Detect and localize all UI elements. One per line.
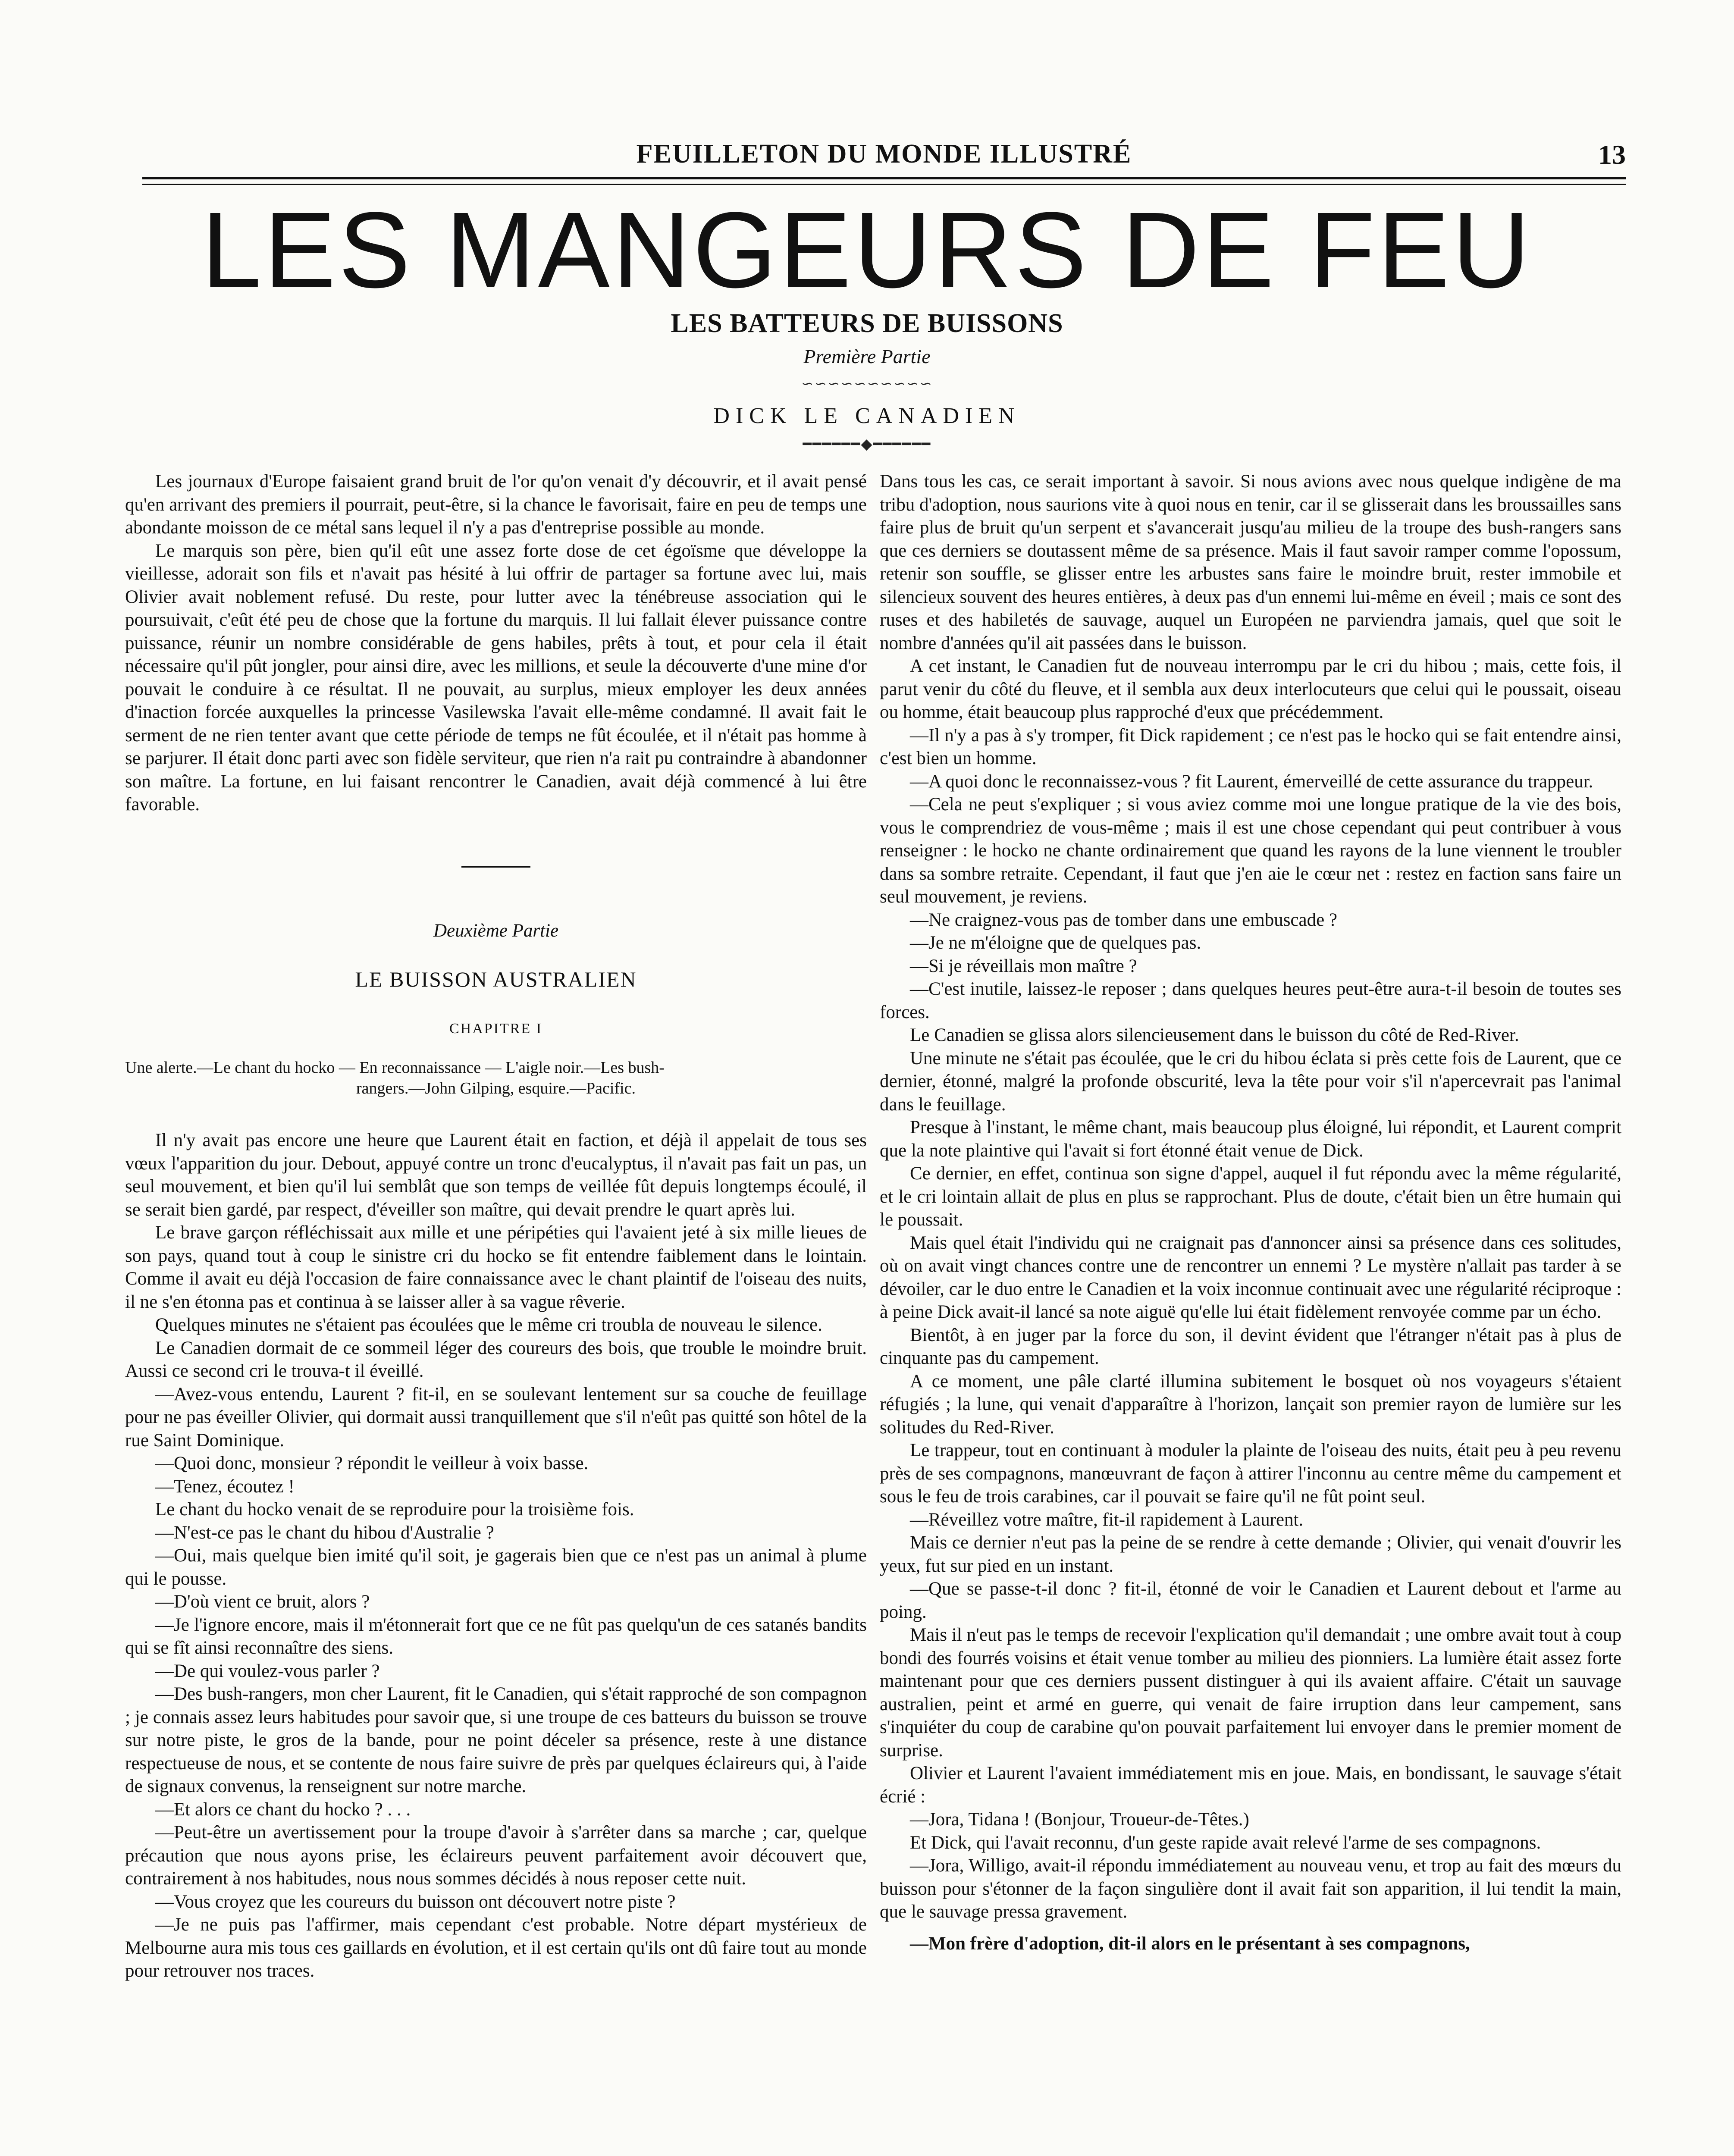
intro-text (125, 470, 867, 816)
summary-line-2: rangers.—John Gilping, esquire.—Pacific. (356, 1079, 636, 1097)
paragraph: Le Canadien dormait de ce sommeil léger des coureurs des bois, que trouble le moindre bruit. Aussi ce second cri le trouva-t il éveillé. (125, 1338, 867, 1381)
paragraph: —De qui voulez-vous parler ? (155, 1661, 380, 1681)
paragraph: A ce moment, une pâle clarté illumina subitement le bosquet où nos voyageurs s'étaient réfugiés ; la lune, qui venait d'apparaître à l'horizon, lançait son premier rayon de lumière sur les solitudes du Red-River. (880, 1371, 1621, 1438)
paragraph: Le trappeur, tout en continuant à moduler la plainte de l'oiseau des nuits, était peu à peu revenu près de ses compagnons, manœuvrant de façon à attirer l'inconnu au centre même du campement et sous le feu de trois carabines, car il pouvait se faire qu'il ne fût point seul. (880, 1440, 1621, 1507)
feuilleton-title: LES MANGEURS DE FEU (201, 190, 1533, 310)
paragraph: —Réveillez votre maître, fit-il rapidement à Laurent. (910, 1509, 1304, 1530)
paragraph: —D'où vient ce bruit, alors ? (155, 1592, 370, 1612)
paragraph: Bientôt, à en juger par la force du son, il devint évident que l'étranger n'était pas à plus de cinquante pas du campement. (880, 1325, 1621, 1368)
chapter-summary (125, 1057, 867, 1099)
paragraph: —Il n'y a pas à s'y tromper, fit Dick rapidement ; ce n'est pas le hocko qui se fait entendre ainsi, c'est bien un homme. (880, 725, 1621, 768)
page-header (142, 139, 1626, 169)
summary-line-1: Une alerte.—Le chant du hocko — En reconnaissance — L'aigle noir.—Les bush- (125, 1059, 665, 1077)
feuilleton-subtitle: LES BATTEURS DE BUISSONS (671, 309, 1063, 338)
chapter-text (125, 1129, 867, 1983)
paragraph: Le Canadien se glissa alors silencieusement dans le buisson du côté de Red-River. (910, 1025, 1519, 1045)
section-title: DICK LE CANADIEN (713, 404, 1021, 428)
paragraph: —Tenez, écoutez ! (155, 1476, 295, 1497)
continued-text (880, 470, 1621, 1924)
part-two-title: LE BUISSON AUSTRALIEN (355, 967, 637, 991)
paragraph: Dans tous les cas, ce serait important à savoir. Si nous avions avec nous quelque indigène de ma tribu d'adoption, nous saurions vite à quoi nous en tenir, car il se glisserait dans les broussailles sans faire plus de bruit qu'un serpent et s'avancerait jusqu'au milieu de la troupe des bush-rangers sans que ces derniers se doutassent même de sa présence. Mais il faut savoir ramper comme l'opossum, retenir son souffle, se glisser entre les arbustes sans faire le moindre bruit, rester immobile et silencieux souvent des heures entières, à deux pas d'un ennemi lui-même en éveil ; mais ce sont des ruses et des habiletés de sauvage, auquel un Européen ne parviendra jamais, quel que soit le nombre d'années qu'il ait passées dans le buisson. (880, 471, 1621, 653)
paragraph: —Des bush-rangers, mon cher Laurent, fit le Canadien, qui s'était rapproché de son compagnon ; je connais assez leurs habitudes pour savoir que, si une troupe de ces batteurs du buisson se trouve sur notre piste, le gros de la bande, pour ne point déceler sa présence, reste à une distance respectueuse de nous, et se contente de nous faire suivre de près par quelques éclaireurs qui, à l'aide de signaux convenus, la renseignent sur notre marche. (125, 1684, 867, 1796)
paragraph: A cet instant, le Canadien fut de nouveau interrompu par le cri du hibou ; mais, cette fois, il parut venir du côté du fleuve, et il sembla aux deux interlocuteurs que celui qui le poussait, oiseau ou homme, était beaucoup plus rapproché d'eux que précédemment. (880, 656, 1621, 722)
paragraph: —Quoi donc, monsieur ? répondit le veilleur à voix basse. (155, 1453, 589, 1473)
paragraph: Mais quel était l'individu qui ne craignait pas d'annoncer ainsi sa présence dans ces solitudes, où on avait vingt chances contre une de rencontrer un ennemi ? Le mystère n'allait pas tarder à se dévoiler, car le duo entre le Canadien et la voix inconnue continuait avec une régularité réciproque : à peine Dick avait-il lancé sa note aiguë qu'elle lui était fidèlement renvoyée comme par un écho. (880, 1232, 1621, 1322)
paragraph: Il n'y avait pas encore une heure que Laurent était en faction, et déjà il appelait de tous ses vœux l'apparition du jour. Debout, appuyé contre un tronc d'eucalyptus, il n'avait pas fait un pas, un seul mouvement, et bien qu'il lui semblât que son temps de veillée fût depuis longtemps écoulé, il se serait bien gardé, par respect, d'éveiller son maître, qui devait prendre le quart après lui. (125, 1130, 867, 1220)
ornament-wave: ∽∽∽∽∽∽∽∽∽∽ (801, 376, 933, 392)
paragraph: —Jora, Willigo, avait-il répondu immédiatement au nouveau venu, et trop au fait des mœurs du buisson pour s'étonner de la façon singulière dont il avait fait son apparition, il lui tendit la main, que le sauvage pressa gravement. (880, 1855, 1621, 1922)
paragraph: Presque à l'instant, le même chant, mais beaucoup plus éloigné, lui répondit, et Laurent comprit que la note plaintive qui l'avait si fort étonné était venue de Dick. (880, 1117, 1621, 1161)
paragraph: Les journaux d'Europe faisaient grand bruit de l'or qu'on venait d'y découvrir, et il avait pensé qu'en arrivant des premiers il pourrait, peut-être, si la chance le favorisait, faire en peu de temps une abondante moisson de ce métal sans lequel il n'y a pas d'entreprise possible au monde. (125, 471, 867, 538)
paragraph: Olivier et Laurent l'avaient immédiatement mis en joue. Mais, en bondissant, le sauvage s'était écrié : (880, 1763, 1621, 1807)
publication-name: FEUILLETON DU MONDE ILLUSTRÉ (636, 139, 1132, 169)
part-one-label: Première Partie (803, 345, 931, 367)
ornament-diamond: ━━━━━━◆━━━━━━ (803, 436, 931, 452)
paragraph: Quelques minutes ne s'étaient pas écoulées que le même cri troubla de nouveau le silence. (155, 1315, 822, 1335)
right-column (880, 470, 1621, 1955)
paragraph: —Je ne m'éloigne que de quelques pas. (910, 933, 1201, 953)
paragraph: —Que se passe-t-il donc ? fit-il, étonné de voir le Canadien et Laurent debout et l'arme au poing. (880, 1579, 1621, 1622)
header-rule-thick (142, 177, 1626, 179)
last-line: —Mon frère d'adoption, dit-il alors en le présentant à ses compagnons, (910, 1933, 1470, 1954)
paragraph: —Ne craignez-vous pas de tomber dans une embuscade ? (910, 909, 1338, 930)
left-column (125, 470, 867, 1983)
chapter-heading: CHAPITRE I (449, 1020, 543, 1037)
paragraph: —Cela ne peut s'expliquer ; si vous aviez comme moi une longue pratique de la vie des bois, vous le comprendriez de vous-même ; mais il est une chose cependant qui peut contribuer à vous renseigner : le hocko ne chante ordinairement que quand les rayons de la lune viennent le troubler dans sa sombre retraite. Cependant, il faut que j'en aie le cœur net : restez en faction sans faire un seul mouvement, je reviens. (880, 794, 1621, 907)
paragraph: —Vous croyez que les coureurs du buisson ont découvert notre piste ? (155, 1891, 676, 1912)
paragraph: —Oui, mais quelque bien imité qu'il soit, je gagerais bien que ce n'est pas un animal à plume qui le pousse. (125, 1545, 867, 1589)
paragraph: —Avez-vous entendu, Laurent ? fit-il, en se soulevant lentement sur sa couche de feuillage pour ne pas éveiller Olivier, qui dormait aussi tranquillement que s'il n'eût pas quitté son hôtel de la rue Saint Dominique. (125, 1384, 867, 1451)
section-separator (461, 866, 530, 868)
paragraph: Le chant du hocko venait de se reproduire pour la troisième fois. (155, 1499, 634, 1520)
paragraph: —Je ne puis pas l'affirmer, mais cependant c'est probable. Notre départ mystérieux de Melbourne aura mis tous ces gaillards en évolution, et il est certain qu'ils ont dû faire tout au monde pour retrouver nos traces. (125, 1915, 867, 1981)
paragraph: Le brave garçon réfléchissait aux mille et une péripéties qui l'avaient jeté à six mille lieues de son pays, quand tout à coup le sinistre cri du hocko se fit entendre faiblement dans le lointain. Comme il avait eu déjà l'occasion de faire connaissance avec le chant plaintif de l'oiseau des nuits, il ne s'en étonna pas et continua à se laisser aller à sa vague rêverie. (125, 1222, 867, 1312)
part-two-label: Deuxième Partie (433, 920, 559, 941)
paragraph: —C'est inutile, laissez-le reposer ; dans quelques heures peut-être aura-t-il besoin de toutes ses forces. (880, 979, 1621, 1022)
paragraph: Ce dernier, en effet, continua son signe d'appel, auquel il fut répondu avec la même régularité, et le cri lointain allait de plus en plus se rapprochant. Plus de doute, c'était bien un être humain qui le poussait. (880, 1163, 1621, 1230)
page-number: 13 (1598, 139, 1626, 170)
paragraph: Et Dick, qui l'avait reconnu, d'un geste rapide avait relevé l'arme de ses compagnons. (910, 1832, 1541, 1853)
paragraph: Mais ce dernier n'eut pas la peine de se rendre à cette demande ; Olivier, qui venait d'ouvrir les yeux, fut sur pied en un instant. (880, 1532, 1621, 1576)
paragraph: Une minute ne s'était pas écoulée, que le cri du hibou éclata si près cette fois de Laurent, que ce dernier, étonné, malgré la profonde obscurité, leva la tête pour voir s'il n'apercevrait pas l'animal dans le feuillage. (880, 1048, 1621, 1115)
paragraph: —N'est-ce pas le chant du hibou d'Australie ? (155, 1522, 494, 1543)
paragraph: —Peut-être un avertissement pour la troupe d'avoir à s'arrêter dans sa marche ; car, quelque précaution que nous ayons prise, les éclaireurs peuvent parfaitement avoir découvert que, contrairement à nos habitudes, nous nous sommes décidés à nous reposer cette nuit. (125, 1822, 867, 1889)
paragraph: Mais il n'eut pas le temps de recevoir l'explication qu'il demandait ; une ombre avait tout à coup bondi des fourrés voisins et était venue tomber au milieu des pionniers. La lumière était assez forte maintenant pour que ces derniers pussent distinguer à qui ils avaient affaire. C'était un sauvage australien, peint et armé en guerre, qui venait de faire irruption dans leur campement, sans s'inquiéter du coup de carabine qu'on pouvait parfaitement lui envoyer dans le premier moment de surprise. (880, 1625, 1621, 1761)
paragraph: —Si je réveillais mon maître ? (910, 956, 1137, 976)
paragraph: —Jora, Tidana ! (Bonjour, Troueur-de-Têtes.) (910, 1809, 1249, 1830)
paragraph: —A quoi donc le reconnaissez-vous ? fit Laurent, émerveillé de cette assurance du trappeur. (910, 771, 1593, 792)
header-rule-thin (142, 184, 1626, 185)
paragraph: —Et alors ce chant du hocko ? . . . (155, 1799, 411, 1820)
paragraph: —Je l'ignore encore, mais il m'étonnerait fort que ce ne fût pas quelqu'un de ces satanés bandits qui se fît ainsi reconnaître des siens. (125, 1614, 867, 1658)
paragraph: Le marquis son père, bien qu'il eût une assez forte dose de cet égoïsme que développe la vieillesse, adorait son fils et n'avait pas hésité à lui offrir de partager sa fortune avec lui, mais Olivier avait noblement refusé. Du reste, pour lutter avec la ténébreuse association qui le poursuivait, c'eût été peu de chose que la fortune du marquis. Il lui fallait élever puissance contre puissance, réunir un nombre considérable de gens habiles, prêts à tout, et pour cela il était nécessaire qu'il pût jongler, pour ainsi dire, avec les millions, et seule la découverte d'une mine d'or pouvait le conduire à ce résultat. Il ne pouvait, au surplus, mieux employer les deux années d'inaction forcée auxquelles la princesse Vasilewska l'avait elle-même condamné. Il avait fait le serment de ne rien tenter avant que cette période de temps ne fût écoulée, et il n'était pas homme à se parjurer. Il était donc parti avec son fidèle serviteur, que rien n'a rait pu contraindre à abandonner son maître. La fortune, en lui faisant rencontrer le Canadien, avait déjà commencé à lui être favorable. (125, 540, 867, 815)
